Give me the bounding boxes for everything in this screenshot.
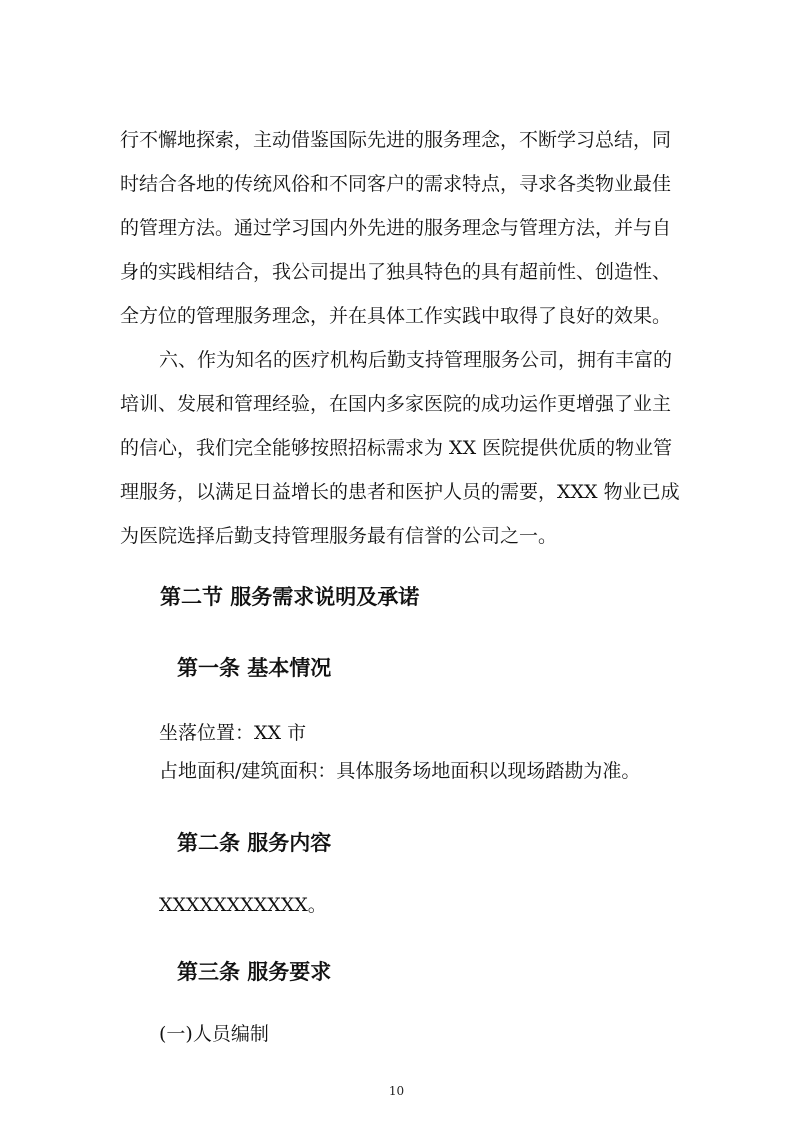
location-line: 坐落位置：XX 市 bbox=[159, 722, 307, 744]
article-3-heading: 第三条 服务要求 bbox=[177, 960, 332, 984]
article-2-heading: 第二条 服务内容 bbox=[177, 831, 332, 855]
area-line: 占地面积/建筑面积：具体服务场地面积以现场踏勘为准。 bbox=[159, 760, 641, 782]
article-1-heading: 第一条 基本情况 bbox=[177, 656, 332, 680]
paragraph-2-line-3: 的信心，我们完全能够按照招标需求为 XX 医院提供优质的物业管 bbox=[120, 437, 673, 459]
paragraph-1-line-2: 时结合各地的传统风俗和不同客户的需求特点，寻求各类物业最佳 bbox=[120, 173, 672, 195]
paragraph-1-line-4: 身的实践相结合，我公司提出了独具特色的具有超前性、创造性、 bbox=[120, 261, 672, 283]
staffing-subitem: (一)人员编制 bbox=[159, 1023, 269, 1045]
service-content-line: XXXXXXXXXXX。 bbox=[159, 894, 327, 916]
paragraph-2-line-2: 培训、发展和管理经验，在国内多家医院的成功运作更增强了业主 bbox=[120, 393, 672, 415]
paragraph-1-line-5: 全方位的管理服务理念，并在具体工作实践中取得了良好的效果。 bbox=[120, 305, 672, 327]
paragraph-1-line-1: 行不懈地探索，主动借鉴国际先进的服务理念，不断学习总结，同 bbox=[120, 129, 672, 151]
paragraph-2-line-5: 为医院选择后勤支持管理服务最有信誉的公司之一。 bbox=[120, 525, 558, 547]
page-number: 10 bbox=[388, 1084, 405, 1098]
paragraph-2-line-4: 理服务，以满足日益增长的患者和医护人员的需要，XXX 物业已成 bbox=[120, 481, 680, 503]
section-heading: 第二节 服务需求说明及承诺 bbox=[160, 585, 420, 609]
paragraph-1-line-3: 的管理方法。通过学习国内外先进的服务理念与管理方法，并与自 bbox=[120, 217, 672, 239]
paragraph-2-line-1: 六、作为知名的医疗机构后勤支持管理服务公司，拥有丰富的 bbox=[159, 349, 673, 371]
